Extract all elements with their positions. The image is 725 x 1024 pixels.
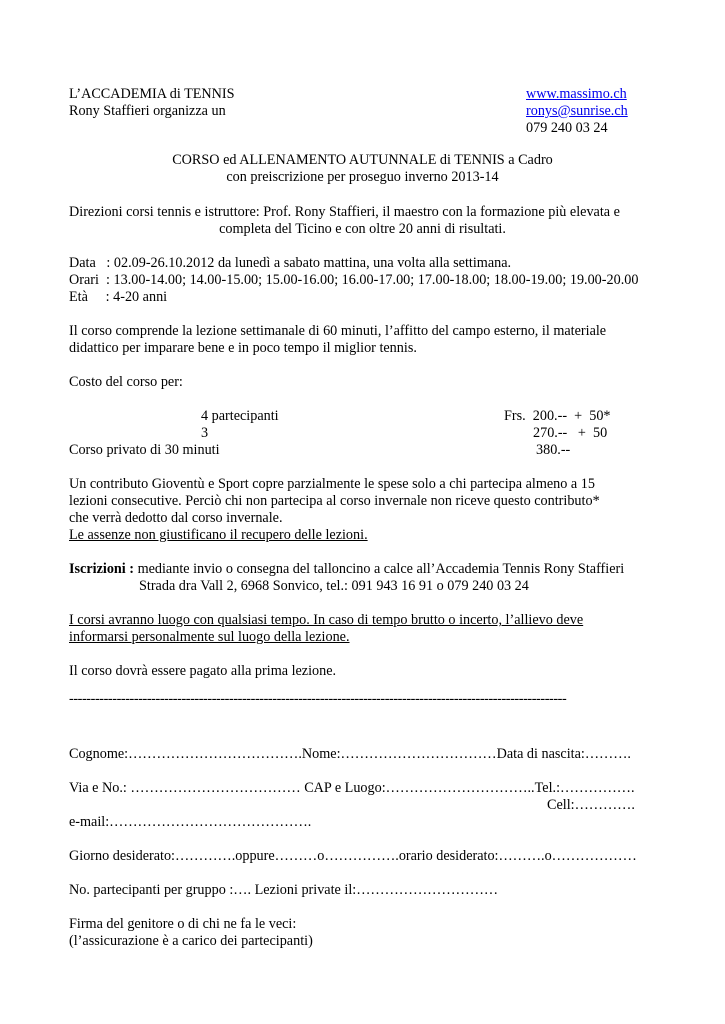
direction-line-1: Direzioni corsi tennis e istruttore: Prof. Rony Staffieri, il maestro con la formazione più elevata e (69, 204, 620, 220)
contribution-line-3: che verrà dedotto dal corso invernale. (69, 510, 283, 526)
form-cell-field[interactable]: Cell:…………. (547, 797, 635, 813)
cut-line-separator: ------------------------------------------------------------------------------------------------------------------- (69, 691, 567, 707)
cost-row-price: 380.-- (536, 442, 571, 458)
registration-label: Iscrizioni : (69, 561, 135, 577)
cost-row-label: 4 partecipanti (201, 408, 279, 424)
registration-text: mediante invio o consegna del talloncino a calce all’Accademia Tennis Rony Staffieri (134, 561, 625, 577)
course-title: CORSO ed ALLENAMENTO AUTUNNALE di TENNIS a Cadro (172, 152, 553, 168)
form-insurance-note: (l’assicurazione è a carico dei partecipanti) (69, 933, 313, 949)
absence-notice: Le assenze non giustificano il recupero delle lezioni. (69, 527, 368, 543)
form-day-row[interactable]: Giorno desiderato:………….oppure………o…………….orario desiderato:……….o……………… (69, 848, 637, 864)
payment-notice: Il corso dovrà essere pagato alla prima lezione. (69, 663, 337, 679)
schedule-eta: Età : 4-20 anni (69, 289, 168, 305)
contribution-line-1: Un contributo Gioventù e Sport copre parzialmente le spese solo a chi partecipa almeno a 15 (69, 476, 595, 492)
registration-line-1 (69, 561, 624, 578)
form-signature-label[interactable]: Firma del genitore o di chi ne fa le veci: (69, 916, 297, 932)
org-subtitle: Rony Staffieri organizza un (69, 103, 226, 119)
cost-row-price: Frs. 200.-- + 50* (504, 408, 611, 424)
cost-row-label: 3 (201, 425, 209, 441)
contribution-line-2: lezioni consecutive. Perciò chi non partecipa al corso invernale non riceve questo contributo* (69, 493, 600, 509)
org-name: L’ACCADEMIA di TENNIS (69, 86, 235, 102)
phone-number: 079 240 03 24 (526, 120, 608, 136)
schedule-orari: Orari : 13.00-14.00; 14.00-15.00; 15.00-16.00; 16.00-17.00; 17.00-18.00; 18.00-19.00; 19.00-20.00 (69, 272, 639, 288)
cost-row-label: Corso privato di 30 minuti (69, 442, 220, 458)
direction-line-2: completa del Ticino e con oltre 20 anni di risultati. (219, 221, 506, 237)
website-link[interactable]: www.massimo.ch (526, 86, 627, 102)
course-info-line-1: Il corso comprende la lezione settimanale di 60 minuti, l’affitto del campo esterno, il materiale (69, 323, 607, 339)
form-email-field[interactable]: e-mail:……………………………………. (69, 814, 312, 830)
weather-notice-line-2: informarsi personalmente sul luogo della lezione. (69, 629, 350, 645)
form-name-row[interactable]: Cognome:……………………………….Nome:……………………………Data di nascita:………. (69, 746, 631, 762)
form-address-row[interactable]: Via e No.: ……………………………… CAP e Luogo:…………………………..Tel.:……………. (69, 780, 635, 796)
course-subtitle: con preiscrizione per proseguo inverno 2013-14 (226, 169, 499, 185)
registration-line-2: Strada dra Vall 2, 6968 Sonvico, tel.: 091 943 16 91 o 079 240 03 24 (139, 578, 529, 594)
course-info-line-2: didattico per imparare bene e in poco tempo il miglior tennis. (69, 340, 417, 356)
cost-heading: Costo del corso per: (69, 374, 183, 390)
cost-row-price: 270.-- + 50 (533, 425, 608, 441)
email-link[interactable]: ronys@sunrise.ch (526, 103, 628, 119)
schedule-data: Data : 02.09-26.10.2012 da lunedì a sabato mattina, una volta alla settimana. (69, 255, 512, 271)
weather-notice-line-1: I corsi avranno luogo con qualsiasi tempo. In caso di tempo brutto o incerto, l’allievo deve (69, 612, 584, 628)
form-participants-row[interactable]: No. partecipanti per gruppo :…. Lezioni private il:………………………… (69, 882, 499, 898)
